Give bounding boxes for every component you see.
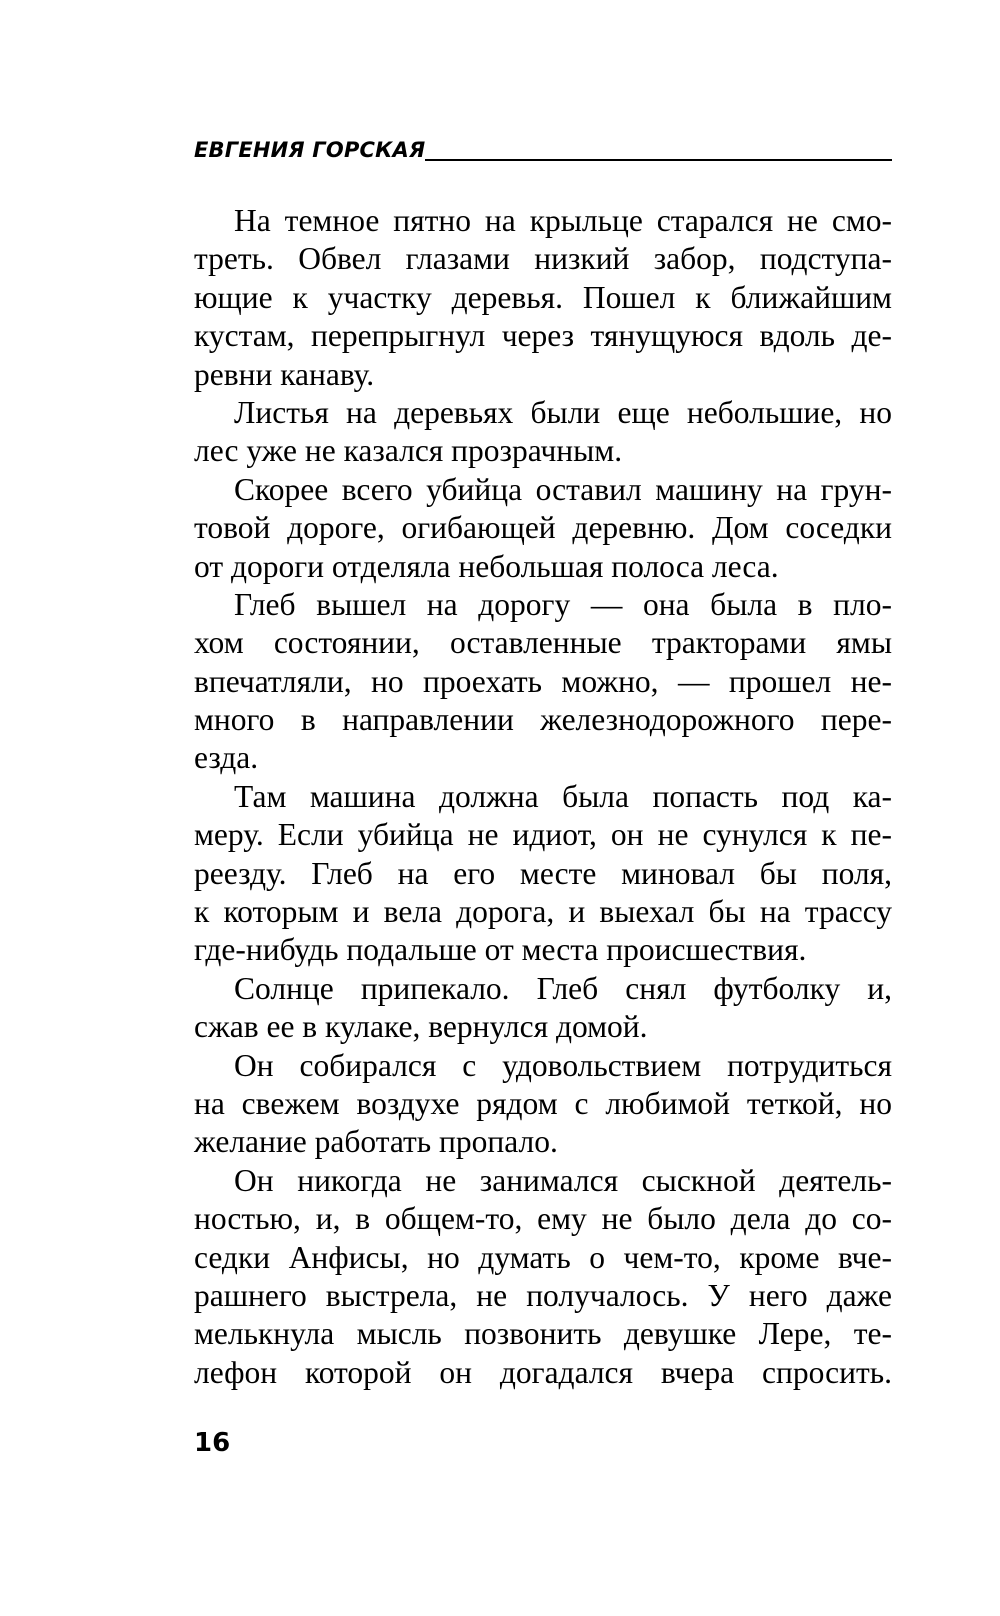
text-line: мелькнула мысль позвонить девушке Лере, те- (194, 1316, 892, 1352)
text-line: впечатляли, но проехать можно, — прошел не- (194, 663, 892, 699)
header-rule (425, 159, 892, 161)
text-line: реезду. Глеб на его месте миновал бы поля, (194, 855, 892, 891)
text-line: рашнего выстрела, не получалось. У него даже (194, 1277, 892, 1313)
text-line: ревни канаву. (194, 356, 375, 392)
text-line: лес уже не казался прозрачным. (194, 433, 623, 469)
text-line: Скорее всего убийца оставил машину на грун- (234, 471, 892, 507)
text-line: Глеб вышел на дорогу — она была в пло- (234, 586, 892, 622)
text-line: сжав ее в кулаке, вернулся домой. (194, 1009, 648, 1045)
text-line: Листья на деревьях были еще небольшие, но (234, 394, 892, 430)
text-line: На темное пятно на крыльце старался не смо- (234, 203, 892, 238)
text-line: ющие к участку деревья. Пошел к ближайшим (194, 279, 892, 315)
text-line: Он никогда не занимался сыскной деятель- (234, 1162, 892, 1198)
text-line: меру. Если убийца не идиот, он не сунулся к пе- (194, 817, 892, 853)
text-line: лефон которой он догадался вчера спросить. (194, 1354, 892, 1390)
author-name: ЕВГЕНИЯ ГОРСКАЯ (194, 138, 426, 162)
body-text (194, 202, 892, 1392)
text-line: кустам, перепрыгнул через тянущуюся вдоль де- (194, 318, 892, 354)
text-line: хом состоянии, оставленные тракторами ямы (194, 625, 892, 661)
text-line: от дороги отделяла небольшая полоса леса. (194, 548, 779, 584)
text-line: ностью, и, в общем-то, ему не было дела до со- (194, 1201, 892, 1237)
text-line: езда. (194, 740, 259, 776)
text-line: на свежем воздухе рядом с любимой теткой, но (194, 1085, 892, 1121)
text-line: Он собирался с удовольствием потрудиться (234, 1047, 892, 1083)
text-line: треть. Обвел глазами низкий забор, подступа- (194, 241, 892, 277)
text-line: желание работать пропало. (194, 1124, 558, 1160)
text-line: к которым и вела дорога, и выехал бы на трассу (194, 894, 892, 930)
text-line: седки Анфисы, но думать о чем-то, кроме вче- (194, 1239, 892, 1275)
page-number: 16 (194, 1428, 231, 1458)
running-head (194, 133, 892, 163)
text-line: где-нибудь подальше от места происшествия. (194, 932, 807, 968)
text-line: много в направлении железнодорожного пере- (194, 702, 892, 738)
text-line: товой дороге, огибающей деревню. Дом соседки (194, 510, 892, 546)
text-line: Там машина должна была попасть под ка- (234, 778, 892, 814)
text-line: Солнце припекало. Глеб снял футболку и, (234, 970, 892, 1006)
